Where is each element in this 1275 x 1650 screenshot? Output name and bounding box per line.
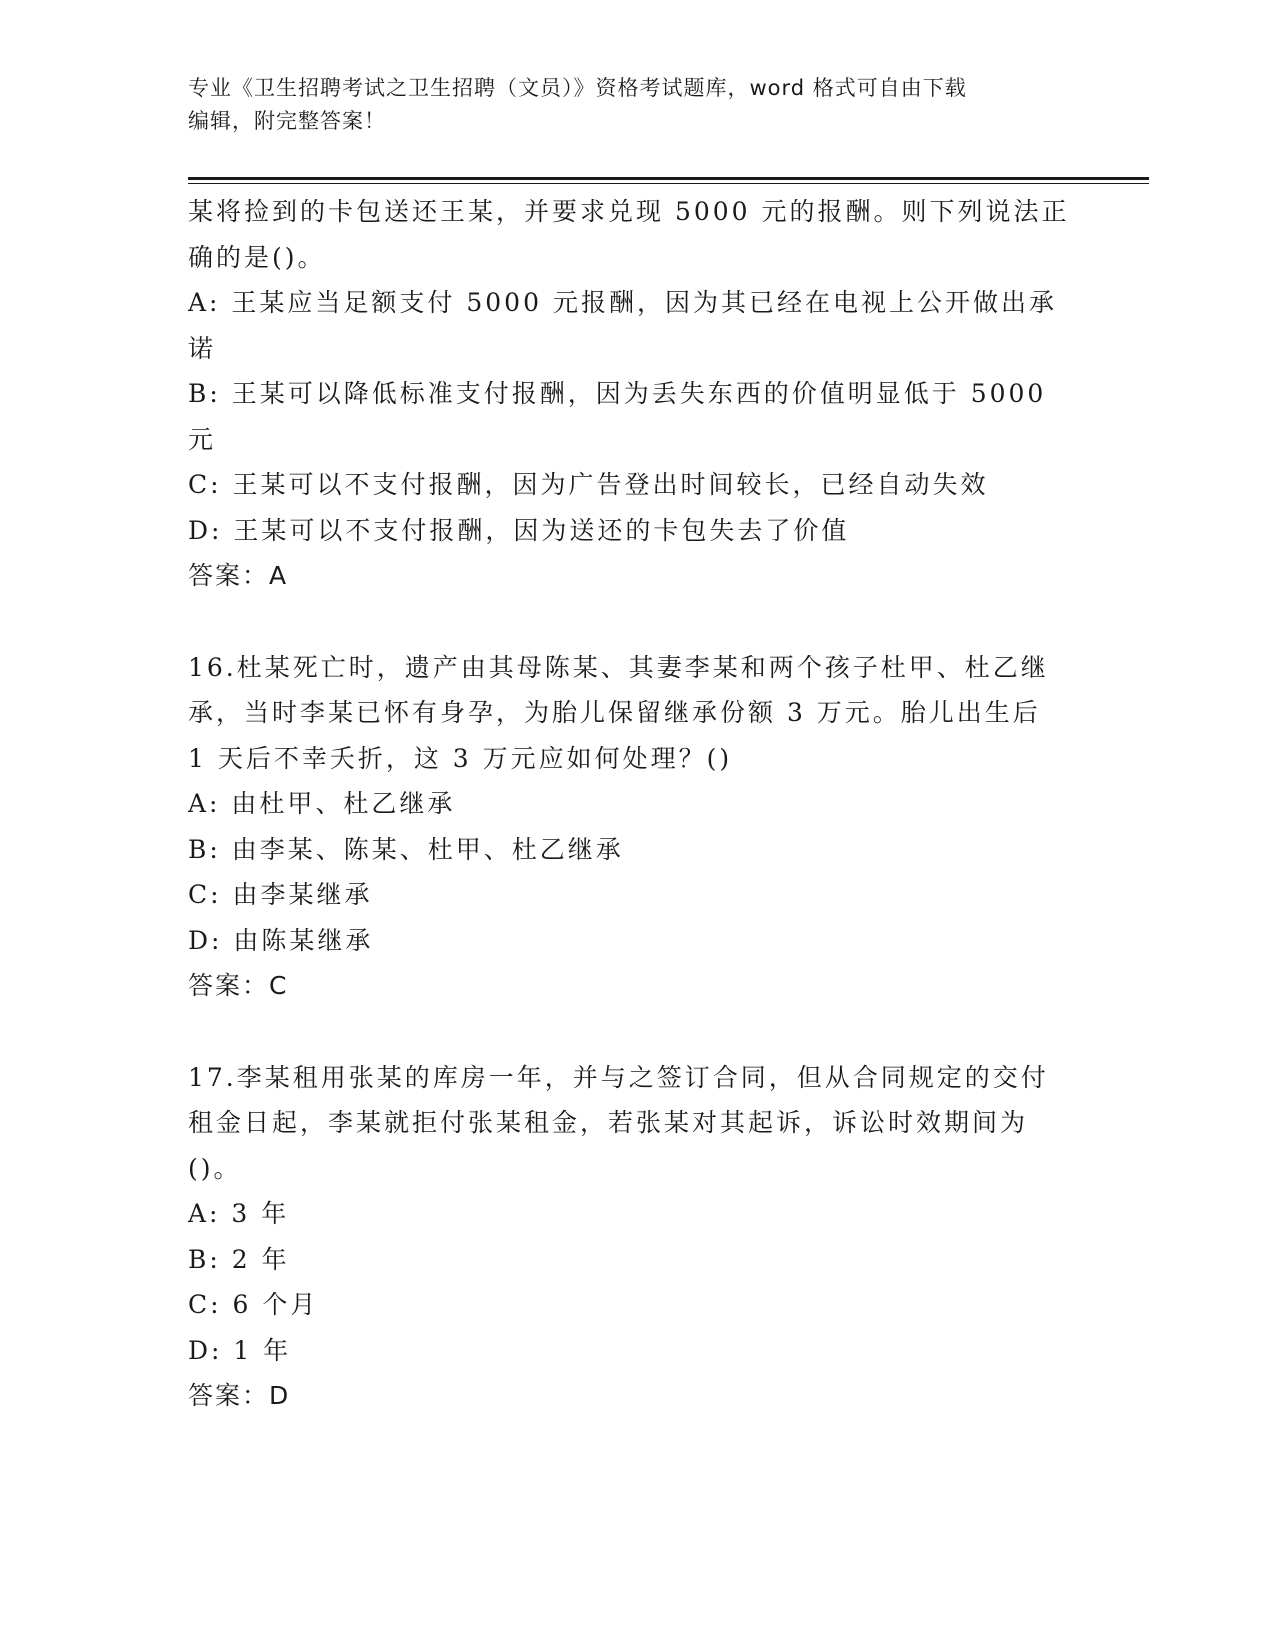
document-header: [188, 72, 1088, 138]
option-a-continued: 诺: [188, 333, 217, 363]
question-stem-line: 承，当时李某已怀有身孕，为胎儿保留继承份额 3 万元。胎儿出生后: [188, 698, 1041, 727]
option-a: A: 王某应当足额支付 5000 元报酬，因为其已经在电视上公开做出承: [188, 288, 1057, 317]
header-rule-thick: [188, 177, 1149, 180]
option-a: A: 由杜甲、杜乙继承: [188, 789, 456, 818]
option-d: D: 由陈某继承: [188, 925, 374, 955]
option-b-continued: 元: [188, 424, 217, 454]
option-b: B: 王某可以降低标准支付报酬，因为丢失东西的价值明显低于 5000: [188, 379, 1047, 408]
option-d: D: 王某可以不支付报酬，因为送还的卡包失去了价值: [188, 515, 850, 545]
option-b: B: 由李某、陈某、杜甲、杜乙继承: [188, 834, 624, 864]
option-c: C: 王某可以不支付报酬，因为广告登出时间较长，已经自动失效: [188, 470, 989, 499]
option-d: D: 1 年: [188, 1335, 292, 1365]
question-stem-line: ()。: [188, 1153, 242, 1183]
answer-line: 答案：C: [188, 971, 289, 1000]
question-stem-line: 17.李某租用张某的库房一年，并与之签订合同，但从合同规定的交付: [188, 1062, 1049, 1092]
answer-line: 答案：D: [188, 1381, 291, 1410]
question-17: [188, 1055, 1088, 1419]
option-c: C: 由李某继承: [188, 880, 373, 909]
spacer: [188, 599, 1088, 645]
option-b: B: 2 年: [188, 1244, 290, 1274]
question-stem-line: 确的是()。: [188, 242, 326, 272]
spacer: [188, 1009, 1088, 1055]
option-c: C: 6 个月: [188, 1290, 319, 1319]
question-stem-line: 租金日起，李某就拒付张某租金，若张某对其起诉，诉讼时效期间为: [188, 1108, 1029, 1137]
question-16: [188, 645, 1088, 1009]
header-line-1: 专业《卫生招聘考试之卫生招聘（文员）》资格考试题库，word 格式可自由下载: [188, 76, 967, 100]
header-line-2: 编辑，附完整答案！: [188, 109, 386, 133]
question-list: [188, 189, 1088, 1419]
question-15: [188, 189, 1088, 599]
question-stem-line: 1 天后不幸夭折，这 3 万元应如何处理？(): [188, 743, 733, 773]
header-rule-thin: [188, 183, 1149, 184]
option-a: A: 3 年: [188, 1199, 290, 1228]
answer-line: 答案：A: [188, 561, 289, 590]
question-stem-line: 16.杜某死亡时，遗产由其母陈某、其妻李某和两个孩子杜甲、杜乙继: [188, 652, 1049, 682]
question-stem-line: 某将捡到的卡包送还王某，并要求兑现 5000 元的报酬。则下列说法正: [188, 197, 1070, 226]
